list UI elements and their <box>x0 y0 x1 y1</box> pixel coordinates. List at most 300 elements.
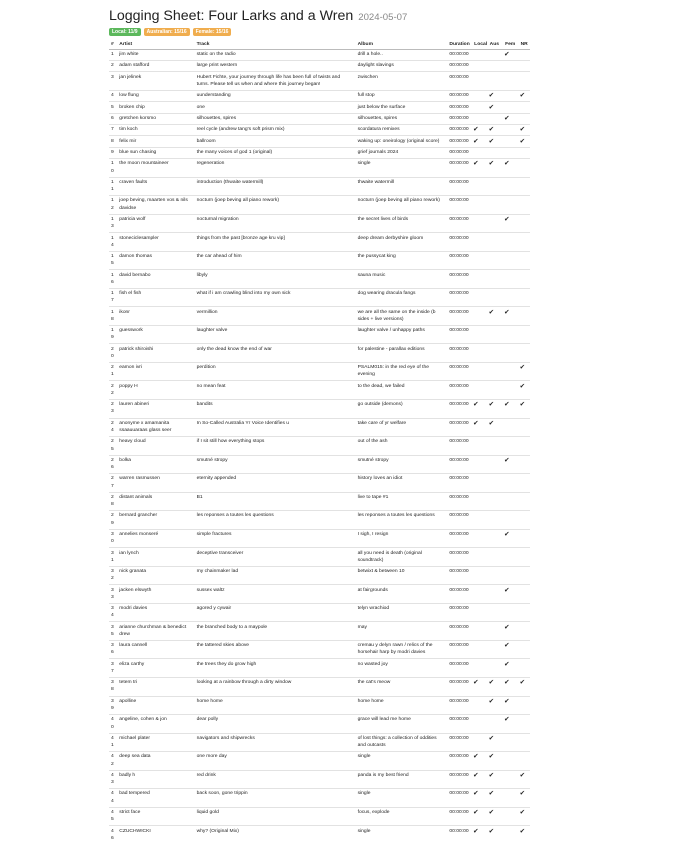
track-cell: one <box>195 102 356 113</box>
artist-cell: the moon mountaineer <box>117 159 194 178</box>
album-cell: smutné stropy <box>356 455 448 474</box>
duration-cell: 00:00:00 <box>447 752 472 771</box>
album-cell: waking up: oneirology (original score) <box>356 136 448 147</box>
album-cell: nocturn (joep beving all piano rework) <box>356 196 448 215</box>
table-row <box>109 418 530 437</box>
artist-cell: tim koch <box>117 125 194 136</box>
track-cell: eternity appended <box>195 474 356 493</box>
table-header-row <box>109 40 530 49</box>
artist-cell: david bernabo <box>117 270 194 289</box>
aus-flag <box>488 659 503 678</box>
nr-flag <box>519 474 530 493</box>
fem-flag <box>503 214 518 233</box>
local-flag <box>472 307 487 326</box>
table-row <box>109 159 530 178</box>
check-icon: ✔ <box>488 679 494 687</box>
artist-cell: low flung <box>117 90 194 101</box>
aus-flag <box>488 288 503 307</box>
nr-flag <box>519 455 530 474</box>
check-icon: ✔ <box>519 808 525 816</box>
check-icon: ✔ <box>504 679 510 687</box>
local-flag <box>472 196 487 215</box>
track-cell: Hubert Fichte, your journey through life has been full of twists and turns. Please tell us when and where this journey began! <box>195 72 356 91</box>
track-cell: ballroom <box>195 136 356 147</box>
fem-flag <box>503 752 518 771</box>
fem-flag <box>503 177 518 196</box>
table-body <box>109 49 530 844</box>
row-number: 13 <box>109 214 117 233</box>
duration-cell: 00:00:00 <box>447 807 472 826</box>
check-icon: ✔ <box>473 401 479 409</box>
duration-cell: 00:00:00 <box>447 455 472 474</box>
nr-flag <box>519 807 530 826</box>
local-flag <box>472 147 487 158</box>
aus-flag <box>488 529 503 548</box>
row-number: 16 <box>109 270 117 289</box>
check-icon: ✔ <box>519 126 525 134</box>
check-icon: ✔ <box>488 103 494 111</box>
logging-sheet <box>109 8 534 844</box>
local-flag <box>472 214 487 233</box>
check-icon: ✔ <box>504 642 510 650</box>
artist-cell: badly h <box>117 770 194 789</box>
album-cell: daylight slavings <box>356 61 448 72</box>
track-cell: only the dead know the end of war <box>195 344 356 363</box>
table-row <box>109 147 530 158</box>
track-cell: uunderstanding <box>195 90 356 101</box>
local-flag <box>472 136 487 147</box>
table-row <box>109 102 530 113</box>
table-row <box>109 90 530 101</box>
col-number-header: # <box>109 40 117 49</box>
aus-flag <box>488 362 503 381</box>
album-cell: out of the ash <box>356 437 448 456</box>
track-cell: what if i am crawling blind into my own sick <box>195 288 356 307</box>
fem-flag <box>503 511 518 530</box>
local-flag <box>472 418 487 437</box>
aus-flag <box>488 49 503 60</box>
fem-flag <box>503 196 518 215</box>
row-number: 1 <box>109 49 117 60</box>
duration-cell: 00:00:00 <box>447 125 472 136</box>
fem-flag <box>503 362 518 381</box>
nr-flag <box>519 196 530 215</box>
album-cell: the secret lives of birds <box>356 214 448 233</box>
nr-flag <box>519 640 530 659</box>
quota-badge: Local: 11/9 <box>109 28 141 36</box>
row-number: 44 <box>109 789 117 808</box>
table-row <box>109 807 530 826</box>
aus-flag <box>488 400 503 419</box>
duration-cell: 00:00:00 <box>447 566 472 585</box>
nr-flag <box>519 270 530 289</box>
aus-flag <box>488 381 503 400</box>
col-aus-header: Aus <box>488 40 503 49</box>
col-nr-header: NR <box>519 40 530 49</box>
album-cell: single <box>356 752 448 771</box>
table-row <box>109 307 530 326</box>
duration-cell: 00:00:00 <box>447 492 472 511</box>
row-number: 36 <box>109 640 117 659</box>
nr-flag <box>519 344 530 363</box>
local-flag <box>472 696 487 715</box>
table-row <box>109 113 530 124</box>
table-row <box>109 752 530 771</box>
aus-flag <box>488 437 503 456</box>
local-flag <box>472 603 487 622</box>
album-cell: we are all the same on the inside (b sides + live versions) <box>356 307 448 326</box>
check-icon: ✔ <box>504 697 510 705</box>
duration-cell: 00:00:00 <box>447 548 472 567</box>
local-flag <box>472 492 487 511</box>
row-number: 32 <box>109 566 117 585</box>
check-icon: ✔ <box>504 586 510 594</box>
nr-flag <box>519 826 530 844</box>
duration-cell: 00:00:00 <box>447 659 472 678</box>
fem-flag <box>503 566 518 585</box>
fem-flag <box>503 733 518 752</box>
duration-cell: 00:00:00 <box>447 362 472 381</box>
local-flag <box>472 49 487 60</box>
album-cell: of lost things: a collection of oddities and outcasts <box>356 733 448 752</box>
aus-flag <box>488 492 503 511</box>
row-number: 27 <box>109 474 117 493</box>
artist-cell: jacken elswyth <box>117 585 194 604</box>
aus-flag <box>488 585 503 604</box>
nr-flag <box>519 696 530 715</box>
fem-flag <box>503 437 518 456</box>
artist-cell: felix mir <box>117 136 194 147</box>
check-icon: ✔ <box>488 137 494 145</box>
check-icon: ✔ <box>488 160 494 168</box>
table-row <box>109 529 530 548</box>
artist-cell: angeline, cohen & jon <box>117 715 194 734</box>
artist-cell: heavy cloud <box>117 437 194 456</box>
fem-flag <box>503 90 518 101</box>
track-cell: the many voices of god 1 (original) <box>195 147 356 158</box>
aus-flag <box>488 603 503 622</box>
nr-flag <box>519 400 530 419</box>
track-cell: dear polly <box>195 715 356 734</box>
table-row <box>109 344 530 363</box>
check-icon: ✔ <box>488 419 494 427</box>
album-cell: les reponses a toutes les questions <box>356 511 448 530</box>
check-icon: ✔ <box>504 114 510 122</box>
artist-cell: craven faults <box>117 177 194 196</box>
check-icon: ✔ <box>488 771 494 779</box>
aus-flag <box>488 511 503 530</box>
fem-flag <box>503 677 518 696</box>
album-cell: for palestine - parallax editions <box>356 344 448 363</box>
page-title: Logging Sheet: Four Larks and a Wren <box>109 8 354 24</box>
row-number: 40 <box>109 715 117 734</box>
check-icon: ✔ <box>504 531 510 539</box>
duration-cell: 00:00:00 <box>447 214 472 233</box>
track-cell: laughter valve <box>195 325 356 344</box>
artist-cell: modri davies <box>117 603 194 622</box>
duration-cell: 00:00:00 <box>447 49 472 60</box>
album-cell: history loves an idiot <box>356 474 448 493</box>
check-icon: ✔ <box>504 160 510 168</box>
duration-cell: 00:00:00 <box>447 233 472 252</box>
table-row <box>109 49 530 60</box>
check-icon: ✔ <box>488 401 494 409</box>
duration-cell: 00:00:00 <box>447 770 472 789</box>
aus-flag <box>488 677 503 696</box>
track-cell: the tattered skies above <box>195 640 356 659</box>
fem-flag <box>503 147 518 158</box>
check-icon: ✔ <box>473 808 479 816</box>
check-icon: ✔ <box>473 160 479 168</box>
duration-cell: 00:00:00 <box>447 177 472 196</box>
table-row <box>109 585 530 604</box>
nr-flag <box>519 659 530 678</box>
check-icon: ✔ <box>488 697 494 705</box>
artist-cell: tetem tri <box>117 677 194 696</box>
nr-flag <box>519 418 530 437</box>
track-cell: In So-Called Australia Yr Voice Identifies u <box>195 418 356 437</box>
nr-flag <box>519 125 530 136</box>
row-number: 15 <box>109 251 117 270</box>
track-cell: no mean feat <box>195 381 356 400</box>
row-number: 11 <box>109 177 117 196</box>
row-number: 22 <box>109 381 117 400</box>
album-cell: all you need is death (original soundtrack) <box>356 548 448 567</box>
artist-cell: joep beving, maarten vos & nils davidse <box>117 196 194 215</box>
col-artist-header: Artist <box>117 40 194 49</box>
row-number: 5 <box>109 102 117 113</box>
table-row <box>109 733 530 752</box>
fem-flag <box>503 102 518 113</box>
track-cell: the trees they do grow high <box>195 659 356 678</box>
duration-cell: 00:00:00 <box>447 418 472 437</box>
row-number: 26 <box>109 455 117 474</box>
duration-cell: 00:00:00 <box>447 733 472 752</box>
artist-cell: eliza carthy <box>117 659 194 678</box>
duration-cell: 00:00:00 <box>447 640 472 659</box>
aus-flag <box>488 233 503 252</box>
check-icon: ✔ <box>473 126 479 134</box>
track-cell: bandits <box>195 400 356 419</box>
artist-cell: poppy H <box>117 381 194 400</box>
artist-cell: gretchen korsmo <box>117 113 194 124</box>
aus-flag <box>488 214 503 233</box>
album-cell: take care of yr welfare <box>356 418 448 437</box>
fem-flag <box>503 789 518 808</box>
artist-cell: fish el fish <box>117 288 194 307</box>
artist-cell: bernard grancher <box>117 511 194 530</box>
row-number: 20 <box>109 344 117 363</box>
track-cell: red drink <box>195 770 356 789</box>
nr-flag <box>519 511 530 530</box>
artist-cell: distant animals <box>117 492 194 511</box>
duration-cell: 00:00:00 <box>447 72 472 91</box>
table-row <box>109 548 530 567</box>
local-flag <box>472 90 487 101</box>
aus-flag <box>488 418 503 437</box>
local-flag <box>472 270 487 289</box>
nr-flag <box>519 307 530 326</box>
row-number: 38 <box>109 677 117 696</box>
album-cell: thwaite watermill <box>356 177 448 196</box>
local-flag <box>472 113 487 124</box>
fem-flag <box>503 529 518 548</box>
local-flag <box>472 622 487 641</box>
col-fem-header: Fem <box>503 40 518 49</box>
album-cell: full stop <box>356 90 448 101</box>
quota-badge: Australian: 15/16 <box>144 28 190 36</box>
row-number: 24 <box>109 418 117 437</box>
duration-cell: 00:00:00 <box>447 113 472 124</box>
nr-flag <box>519 362 530 381</box>
row-number: 45 <box>109 807 117 826</box>
album-cell: I sigh, I resign <box>356 529 448 548</box>
fem-flag <box>503 325 518 344</box>
track-cell: navigators and shipwrecks <box>195 733 356 752</box>
local-flag <box>472 733 487 752</box>
fem-flag <box>503 548 518 567</box>
table-row <box>109 362 530 381</box>
track-cell: B1 <box>195 492 356 511</box>
row-number: 37 <box>109 659 117 678</box>
fem-flag <box>503 585 518 604</box>
nr-flag <box>519 233 530 252</box>
fem-flag <box>503 826 518 844</box>
aus-flag <box>488 125 503 136</box>
aus-flag <box>488 733 503 752</box>
artist-cell: patricia wolf <box>117 214 194 233</box>
nr-flag <box>519 102 530 113</box>
table-row <box>109 288 530 307</box>
aus-flag <box>488 622 503 641</box>
aus-flag <box>488 159 503 178</box>
fem-flag <box>503 622 518 641</box>
check-icon: ✔ <box>473 753 479 761</box>
local-flag <box>472 288 487 307</box>
track-cell: large print western <box>195 61 356 72</box>
check-icon: ✔ <box>473 137 479 145</box>
duration-cell: 00:00:00 <box>447 288 472 307</box>
local-flag <box>472 511 487 530</box>
local-flag <box>472 752 487 771</box>
track-cell: reel cycle (andrew tang's soft prism mix) <box>195 125 356 136</box>
fem-flag <box>503 113 518 124</box>
fem-flag <box>503 603 518 622</box>
album-cell: telyn wrachiod <box>356 603 448 622</box>
check-icon: ✔ <box>488 92 494 100</box>
duration-cell: 00:00:00 <box>447 196 472 215</box>
duration-cell: 00:00:00 <box>447 102 472 113</box>
check-icon: ✔ <box>488 126 494 134</box>
local-flag <box>472 529 487 548</box>
aus-flag <box>488 147 503 158</box>
check-icon: ✔ <box>473 771 479 779</box>
artist-cell: stoneciclesampler <box>117 233 194 252</box>
nr-flag <box>519 603 530 622</box>
row-number: 14 <box>109 233 117 252</box>
row-number: 12 <box>109 196 117 215</box>
table-row <box>109 696 530 715</box>
check-icon: ✔ <box>488 753 494 761</box>
album-cell: just below the surface <box>356 102 448 113</box>
check-icon: ✔ <box>504 401 510 409</box>
nr-flag <box>519 147 530 158</box>
nr-flag <box>519 251 530 270</box>
row-number: 3 <box>109 72 117 91</box>
aus-flag <box>488 344 503 363</box>
local-flag <box>472 715 487 734</box>
local-flag <box>472 548 487 567</box>
nr-flag <box>519 770 530 789</box>
duration-cell: 00:00:00 <box>447 696 472 715</box>
col-local-header: Local <box>472 40 487 49</box>
duration-cell: 00:00:00 <box>447 511 472 530</box>
local-flag <box>472 362 487 381</box>
fem-flag <box>503 455 518 474</box>
table-row <box>109 622 530 641</box>
duration-cell: 00:00:00 <box>447 344 472 363</box>
duration-cell: 00:00:00 <box>447 159 472 178</box>
local-flag <box>472 233 487 252</box>
duration-cell: 00:00:00 <box>447 437 472 456</box>
nr-flag <box>519 90 530 101</box>
album-cell: betwixt & between 10 <box>356 566 448 585</box>
row-number: 25 <box>109 437 117 456</box>
aus-flag <box>488 807 503 826</box>
local-flag <box>472 344 487 363</box>
track-cell: deceptive transceiver <box>195 548 356 567</box>
duration-cell: 00:00:00 <box>447 585 472 604</box>
nr-flag <box>519 789 530 808</box>
artist-cell: guesswork <box>117 325 194 344</box>
track-cell: perdition <box>195 362 356 381</box>
nr-flag <box>519 49 530 60</box>
header <box>109 8 534 24</box>
aus-flag <box>488 177 503 196</box>
check-icon: ✔ <box>504 456 510 464</box>
table-row <box>109 715 530 734</box>
table-row <box>109 196 530 215</box>
table-row <box>109 455 530 474</box>
local-flag <box>472 437 487 456</box>
nr-flag <box>519 733 530 752</box>
track-cell: things from the past [bronze age kru vip] <box>195 233 356 252</box>
artist-cell: apolline <box>117 696 194 715</box>
aus-flag <box>488 455 503 474</box>
aus-flag <box>488 752 503 771</box>
album-cell: the cat's meow <box>356 677 448 696</box>
table-row <box>109 214 530 233</box>
track-cell: my chainmaker lad <box>195 566 356 585</box>
table-row <box>109 659 530 678</box>
local-flag <box>472 789 487 808</box>
table-row <box>109 677 530 696</box>
row-number: 43 <box>109 770 117 789</box>
row-number: 19 <box>109 325 117 344</box>
table-row <box>109 136 530 147</box>
aus-flag <box>488 696 503 715</box>
duration-cell: 00:00:00 <box>447 789 472 808</box>
aus-flag <box>488 715 503 734</box>
fem-flag <box>503 49 518 60</box>
check-icon: ✔ <box>473 827 479 835</box>
artist-cell: broken chip <box>117 102 194 113</box>
artist-cell: blue sun chasing <box>117 147 194 158</box>
table-row <box>109 789 530 808</box>
album-cell: home home <box>356 696 448 715</box>
album-cell: sauna music <box>356 270 448 289</box>
aus-flag <box>488 325 503 344</box>
